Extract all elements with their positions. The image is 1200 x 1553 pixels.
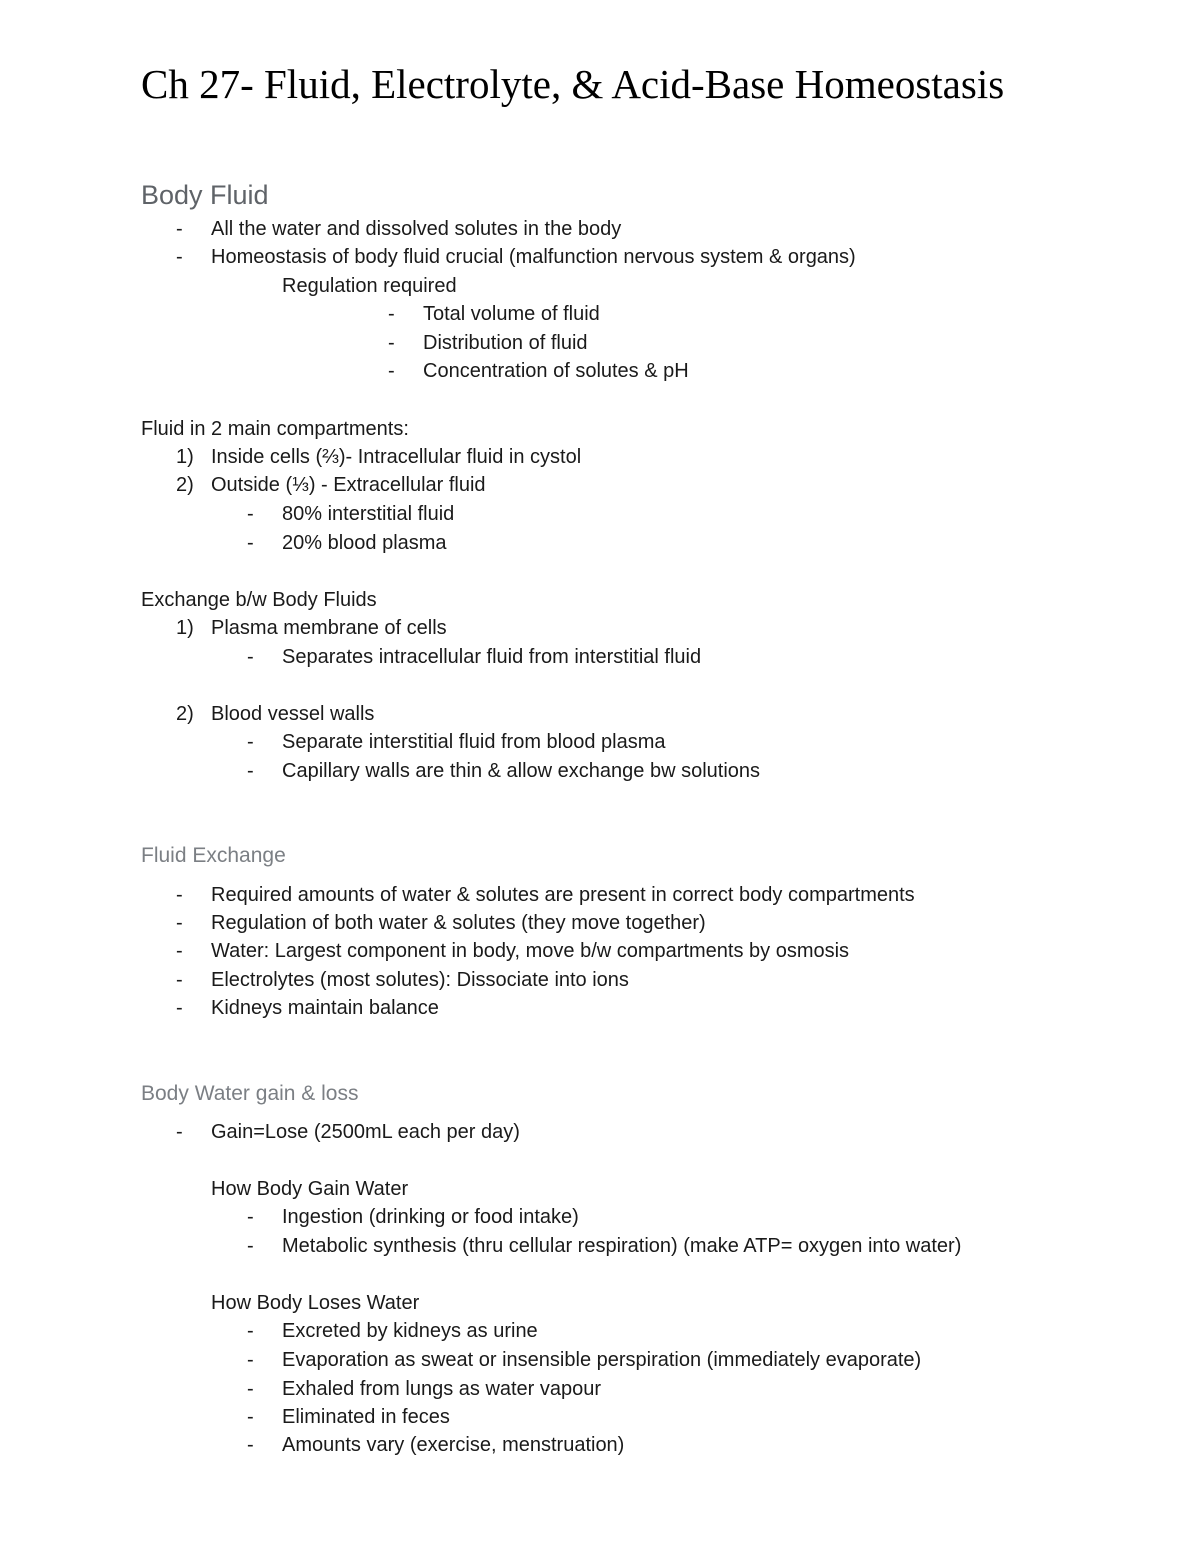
list-number: 2) <box>176 474 194 496</box>
list-item: Inside cells (⅔)- Intracellular fluid in cystol <box>211 446 582 468</box>
list-item: Gain=Lose (2500mL each per day) <box>211 1121 520 1143</box>
list-item: Ingestion (drinking or food intake) <box>282 1206 579 1228</box>
paragraph-compartments-intro: Fluid in 2 main compartments: <box>141 418 409 440</box>
subheading-regulation: Regulation required <box>282 275 457 297</box>
list-number: 1) <box>176 446 194 468</box>
bullet-dash: - <box>176 997 183 1019</box>
list-item: Eliminated in feces <box>282 1406 450 1428</box>
bullet-dash: - <box>247 1378 254 1400</box>
list-item: Homeostasis of body fluid crucial (malfunction nervous system & organs) <box>211 246 856 268</box>
bullet-dash: - <box>176 246 183 268</box>
list-item: Blood vessel walls <box>211 703 375 725</box>
subheading-lose: How Body Loses Water <box>211 1292 420 1314</box>
list-item: Required amounts of water & solutes are present in correct body compartments <box>211 884 915 906</box>
bullet-dash: - <box>247 1349 254 1371</box>
list-item: 20% blood plasma <box>282 532 447 554</box>
list-item: Separate interstitial fluid from blood plasma <box>282 731 666 753</box>
page-title: Ch 27- Fluid, Electrolyte, & Acid-Base Homeostasis <box>141 61 1005 107</box>
section-heading-water-gain-loss: Body Water gain & loss <box>141 1082 359 1105</box>
list-number: 1) <box>176 617 194 639</box>
list-item: Total volume of fluid <box>423 303 600 325</box>
list-item: Water: Largest component in body, move b/w compartments by osmosis <box>211 940 850 962</box>
bullet-dash: - <box>247 1406 254 1428</box>
bullet-dash: - <box>247 1206 254 1228</box>
list-item: Evaporation as sweat or insensible perspiration (immediately evaporate) <box>282 1349 922 1371</box>
bullet-dash: - <box>247 1320 254 1342</box>
subheading-gain: How Body Gain Water <box>211 1178 409 1200</box>
bullet-dash: - <box>176 1121 183 1143</box>
section-heading-fluid-exchange: Fluid Exchange <box>141 844 286 867</box>
bullet-dash: - <box>247 532 254 554</box>
list-item: Regulation of both water & solutes (they move together) <box>211 912 706 934</box>
bullet-dash: - <box>176 912 183 934</box>
bullet-dash: - <box>176 940 183 962</box>
bullet-dash: - <box>247 760 254 782</box>
list-item: Outside (⅓) - Extracellular fluid <box>211 474 486 496</box>
list-item: All the water and dissolved solutes in the body <box>211 218 622 240</box>
bullet-dash: - <box>247 646 254 668</box>
list-item: Metabolic synthesis (thru cellular respiration) (make ATP= oxygen into water) <box>282 1235 962 1257</box>
list-item: 80% interstitial fluid <box>282 503 455 525</box>
list-item: Exhaled from lungs as water vapour <box>282 1378 602 1400</box>
list-item: Capillary walls are thin & allow exchange bw solutions <box>282 760 761 782</box>
bullet-dash: - <box>247 1235 254 1257</box>
bullet-dash: - <box>247 1434 254 1456</box>
bullet-dash: - <box>176 969 183 991</box>
bullet-dash: - <box>247 503 254 525</box>
bullet-dash: - <box>176 884 183 906</box>
list-item: Concentration of solutes & pH <box>423 360 689 382</box>
list-item: Excreted by kidneys as urine <box>282 1320 538 1342</box>
list-item: Plasma membrane of cells <box>211 617 447 639</box>
bullet-dash: - <box>176 218 183 240</box>
bullet-dash: - <box>247 731 254 753</box>
list-item: Electrolytes (most solutes): Dissociate into ions <box>211 969 629 991</box>
list-item: Amounts vary (exercise, menstruation) <box>282 1434 625 1456</box>
list-item: Kidneys maintain balance <box>211 997 439 1019</box>
list-item: Separates intracellular fluid from interstitial fluid <box>282 646 702 668</box>
bullet-dash: - <box>388 332 395 354</box>
bullet-dash: - <box>388 303 395 325</box>
list-number: 2) <box>176 703 194 725</box>
list-item: Distribution of fluid <box>423 332 588 354</box>
section-heading-body-fluid: Body Fluid <box>141 180 269 210</box>
bullet-dash: - <box>388 360 395 382</box>
paragraph-exchange-intro: Exchange b/w Body Fluids <box>141 589 377 611</box>
